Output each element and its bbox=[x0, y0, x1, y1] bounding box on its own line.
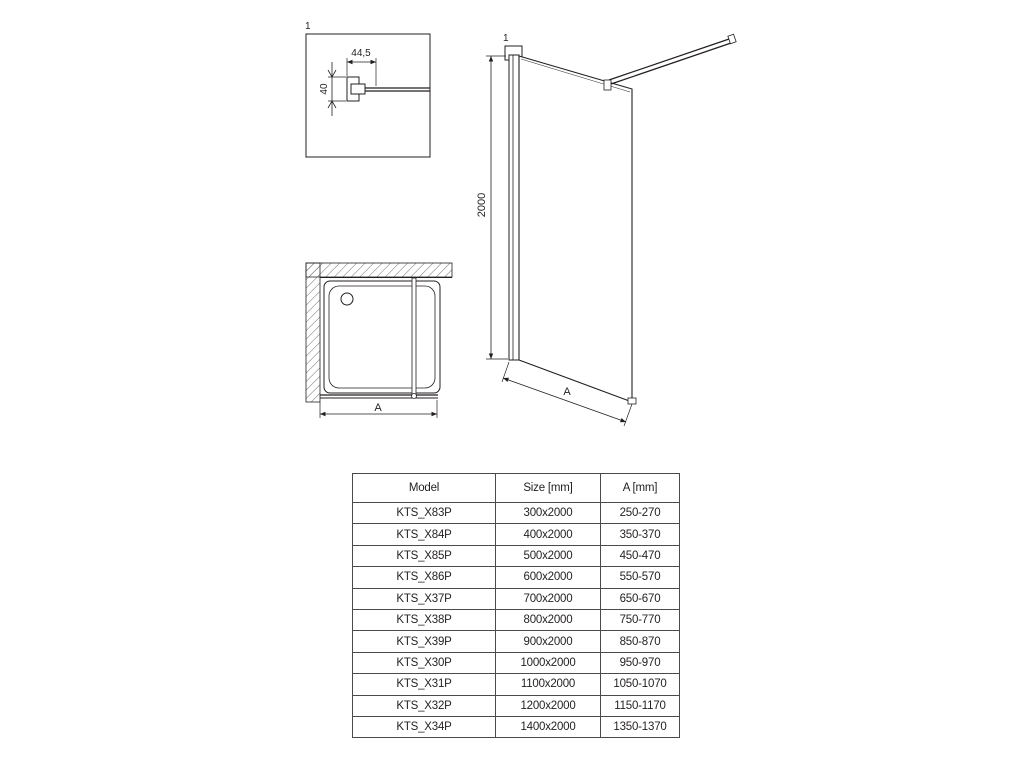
cell-a: 1350-1370 bbox=[601, 716, 680, 737]
header-size: Size [mm] bbox=[496, 474, 601, 503]
cell-a: 350-370 bbox=[601, 524, 680, 545]
table-row bbox=[353, 588, 680, 609]
cell-size: 1100x2000 bbox=[496, 674, 601, 695]
cell-size: 600x2000 bbox=[496, 567, 601, 588]
cell-size: 1000x2000 bbox=[496, 652, 601, 673]
plan-width-dimension: A bbox=[374, 402, 382, 414]
table-row bbox=[353, 716, 680, 737]
detail-width-dimension: 44,5 bbox=[351, 48, 371, 59]
cell-model: KTS_X37P bbox=[353, 588, 496, 609]
detail-height-dimension: 40 bbox=[319, 83, 330, 95]
cell-model: KTS_X85P bbox=[353, 545, 496, 566]
size-table-container bbox=[352, 473, 680, 738]
cell-model: KTS_X32P bbox=[353, 695, 496, 716]
table-row bbox=[353, 524, 680, 545]
cell-a: 850-870 bbox=[601, 631, 680, 652]
cell-size: 700x2000 bbox=[496, 588, 601, 609]
detail-view bbox=[305, 21, 430, 157]
cell-size: 300x2000 bbox=[496, 503, 601, 524]
cell-size: 400x2000 bbox=[496, 524, 601, 545]
table-row bbox=[353, 545, 680, 566]
cell-a: 450-470 bbox=[601, 545, 680, 566]
table-header-row bbox=[353, 474, 680, 503]
cell-model: KTS_X30P bbox=[353, 652, 496, 673]
cell-model: KTS_X34P bbox=[353, 716, 496, 737]
cell-a: 250-270 bbox=[601, 503, 680, 524]
table-row bbox=[353, 674, 680, 695]
plan-view bbox=[306, 263, 452, 418]
cell-size: 1400x2000 bbox=[496, 716, 601, 737]
cell-model: KTS_X84P bbox=[353, 524, 496, 545]
elevation-view bbox=[476, 33, 736, 426]
table-row bbox=[353, 503, 680, 524]
table-row bbox=[353, 567, 680, 588]
elevation-width-dimension: A bbox=[563, 386, 571, 398]
cell-a: 950-970 bbox=[601, 652, 680, 673]
cell-a: 750-770 bbox=[601, 609, 680, 630]
cell-a: 550-570 bbox=[601, 567, 680, 588]
cell-model: KTS_X31P bbox=[353, 674, 496, 695]
cell-model: KTS_X39P bbox=[353, 631, 496, 652]
size-table bbox=[352, 473, 680, 738]
header-model: Model bbox=[353, 474, 496, 503]
cell-size: 900x2000 bbox=[496, 631, 601, 652]
cell-a: 650-670 bbox=[601, 588, 680, 609]
cell-size: 1200x2000 bbox=[496, 695, 601, 716]
header-a: A [mm] bbox=[601, 474, 680, 503]
cell-model: KTS_X86P bbox=[353, 567, 496, 588]
elevation-callout-number: 1 bbox=[503, 33, 509, 44]
table-row bbox=[353, 695, 680, 716]
elevation-height-dimension: 2000 bbox=[476, 192, 488, 218]
table-row bbox=[353, 652, 680, 673]
cell-size: 800x2000 bbox=[496, 609, 601, 630]
cell-a: 1150-1170 bbox=[601, 695, 680, 716]
cell-model: KTS_X38P bbox=[353, 609, 496, 630]
cell-model: KTS_X83P bbox=[353, 503, 496, 524]
table-row bbox=[353, 631, 680, 652]
cell-size: 500x2000 bbox=[496, 545, 601, 566]
cell-a: 1050-1070 bbox=[601, 674, 680, 695]
detail-callout-number: 1 bbox=[305, 21, 311, 32]
table-row bbox=[353, 609, 680, 630]
